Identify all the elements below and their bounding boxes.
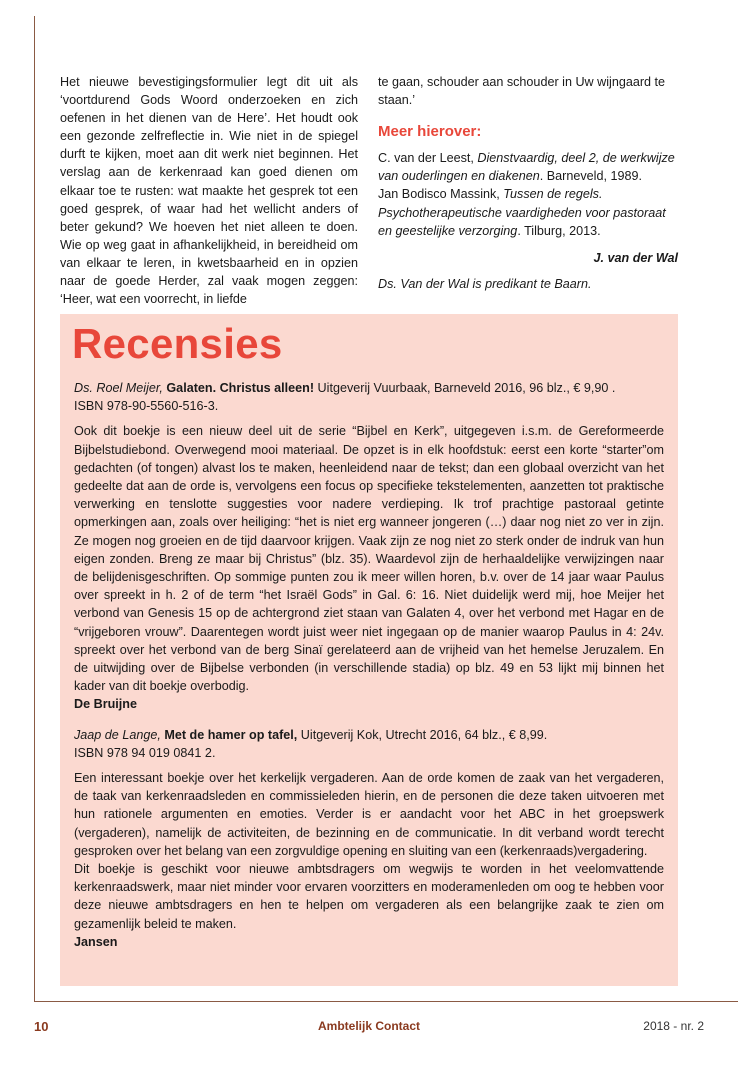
article-paragraph: Het nieuwe bevestigingsformulier legt dit uit als ‘voortdurend Gods Woord onderzoeken en zich oefenen in het dienen van de Here’. Het houdt ook een gezonde zelfreflectie in. Wie niet in de spiegel durft te kijken, moet aan dit werk niet beginnen. Het verslag aan de kerkenraad kan goed dienen om elkaar toe te rusten: wat maakte het gesprek tot een goed gesprek, of waar had het wellicht anders of beter gekund? We hoeven het niet alleen te doen. Wie op weg gaat in afhankelijkheid, in bereidheid om van elkaar te leren, in kwetsbaarheid en in opzien naar de goede Herder, zal vaak mogen zeggen: ‘Heer, wat een voorrecht, in liefde	[60, 75, 358, 307]
page-number: 10	[34, 1019, 49, 1034]
section-title: Recensies	[72, 320, 283, 367]
review-publication: Uitgeverij Kok, Utrecht 2016, 64 blz., € 8,99.	[297, 727, 548, 742]
issue-number: 2018 - nr. 2	[643, 1019, 704, 1033]
further-reading-heading: Meer hierover:	[378, 123, 482, 141]
review-2-bibliography	[74, 726, 664, 762]
article-signature: J. van der Wal	[593, 250, 678, 265]
reference-2	[378, 185, 678, 239]
left-margin-rule	[34, 16, 35, 1002]
review-2-text-2: Dit boekje is geschikt voor nieuwe ambtsdragers om wegwijs te worden in het veelomvattende kerkenraadswerk, maar niet minder voor ervaren voorzitters en moderamenleden om oog te hebben voor deze nieuwe ambtsdragers en hen te helpen om vergaderen als een belangrijke zaak te zien om gezamenlijk beleid te maken.	[74, 862, 664, 931]
review-1-text: Ook dit boekje is een nieuw deel uit de serie “Bijbel en Kerk”, uitgegeven i.s.m. de Gereformeerde Bijbelstudiebond. Overwegend mooi materiaal. De opzet is in elk hoofdstuk: eerst een korte “starter”om gedachten (of tongen) alvast los te maken, heenleidend naar de tekst; dan een globaal overzicht van het gedeelte dat aan de orde is, vervolgens een focus op specifieke tekstelementen, aanzetten tot praktische verwerking en tenslotte suggesties voor nadere verdieping. Ik trof prachtige pastoraal getinte opmerkingen aan, zoals over heiliging: “het is niet erg wanneer jongeren (…) daar nog niet zo ver in zijn. Ze mogen nog groeien en de tijd daarvoor krijgen. Vaak zijn ze nog niet zo sterk onder de indruk van hun eigen zonden. Breng ze maar bij Christus” (blz. 35). Waardevol zijn de herhaaldelijke verwijzingen naar de belijdenisgeschriften. Op sommige punten zou ik meer willen horen, b.v. over de 14 jaar waar Paulus over spreekt in h. 2 of de term “het Israël Gods” in Gal. 6: 16. Niet duidelijk werd mij, hoe Meijer het verbond van Genesis 15 op de achtergrond ziet staan van Galaten 4, over het verbond met Hagar en de “vrijgeboren vrouw”. Daarentegen wordt juist weer niet ingegaan op de manier waarop Paulus in 4: 24v. spreekt over het verbond van de berg Sinaï gerelateerd aan de vrijheid van het hemelse Jeruzalem. En de uitwijding over de Bijbelse verbonden (in verschillende stadia) op blz. 49 en 53 lijkt mij binnen het kader van dit boekje overbodig.	[74, 424, 664, 694]
review-book-title: Galaten. Christus alleen!	[166, 381, 315, 395]
reviews-box	[60, 314, 678, 986]
reference-details: . Barneveld, 1989.	[539, 169, 642, 184]
footer-rule	[34, 1001, 738, 1002]
review-2-text-1: Een interessant boekje over het kerkelijk vergaderen. Aan de orde komen de zaak van het vergaderen, de taak van kerkenraadsleden en commissieleden hierin, en de personen die deze taken uitvoeren met hun rationele argumenten en emoties. Verder is er aandacht voor het ABC in het groepswerk (vergaderen), namelijk de activiteiten, de bezinning en de communicatie. In dit verband wordt terecht gesproken over het belang van een zorgvuldige opening en sluiting van een (kerkenraads)vergadering.	[74, 771, 664, 858]
reference-title: Dienstvaardig, deel 2, de werkwijze van ouderlingen en diakenen	[378, 151, 675, 184]
review-isbn: ISBN 978-90-5560-516-3.	[74, 399, 219, 414]
reference-author: C. van der Leest,	[378, 151, 478, 166]
review-author: Jaap de Lange,	[74, 727, 161, 742]
reference-author: Jan Bodisco Massink,	[378, 187, 504, 202]
review-2-reviewer: Jansen	[74, 934, 118, 949]
review-1-reviewer: De Bruijne	[74, 697, 137, 712]
right-column	[378, 73, 678, 293]
review-author: Ds. Roel Meijer,	[74, 381, 163, 395]
review-1-bibliography	[74, 379, 664, 415]
left-column	[60, 73, 358, 308]
review-book-title: Met de hamer op tafel,	[164, 727, 298, 742]
review-isbn: ISBN 978 94 019 0841 2.	[74, 745, 216, 760]
reference-title: Tussen de regels. Psychotherapeutische vaardigheden voor pastoraat en geestelijke verzorging	[378, 187, 666, 238]
author-note: Ds. Van der Wal is predikant te Baarn.	[378, 276, 592, 291]
review-publication: Uitgeverij Vuurbaak, Barneveld 2016, 96 blz., € 9,90 .	[314, 381, 616, 395]
reviews-body	[74, 379, 664, 951]
reference-1	[378, 149, 678, 185]
article-continuation: te gaan, schouder aan schouder in Uw wijngaard te staan.’	[378, 75, 666, 108]
journal-name: Ambtelijk Contact	[317, 1019, 420, 1033]
reference-details: . Tilburg, 2013.	[517, 223, 601, 238]
